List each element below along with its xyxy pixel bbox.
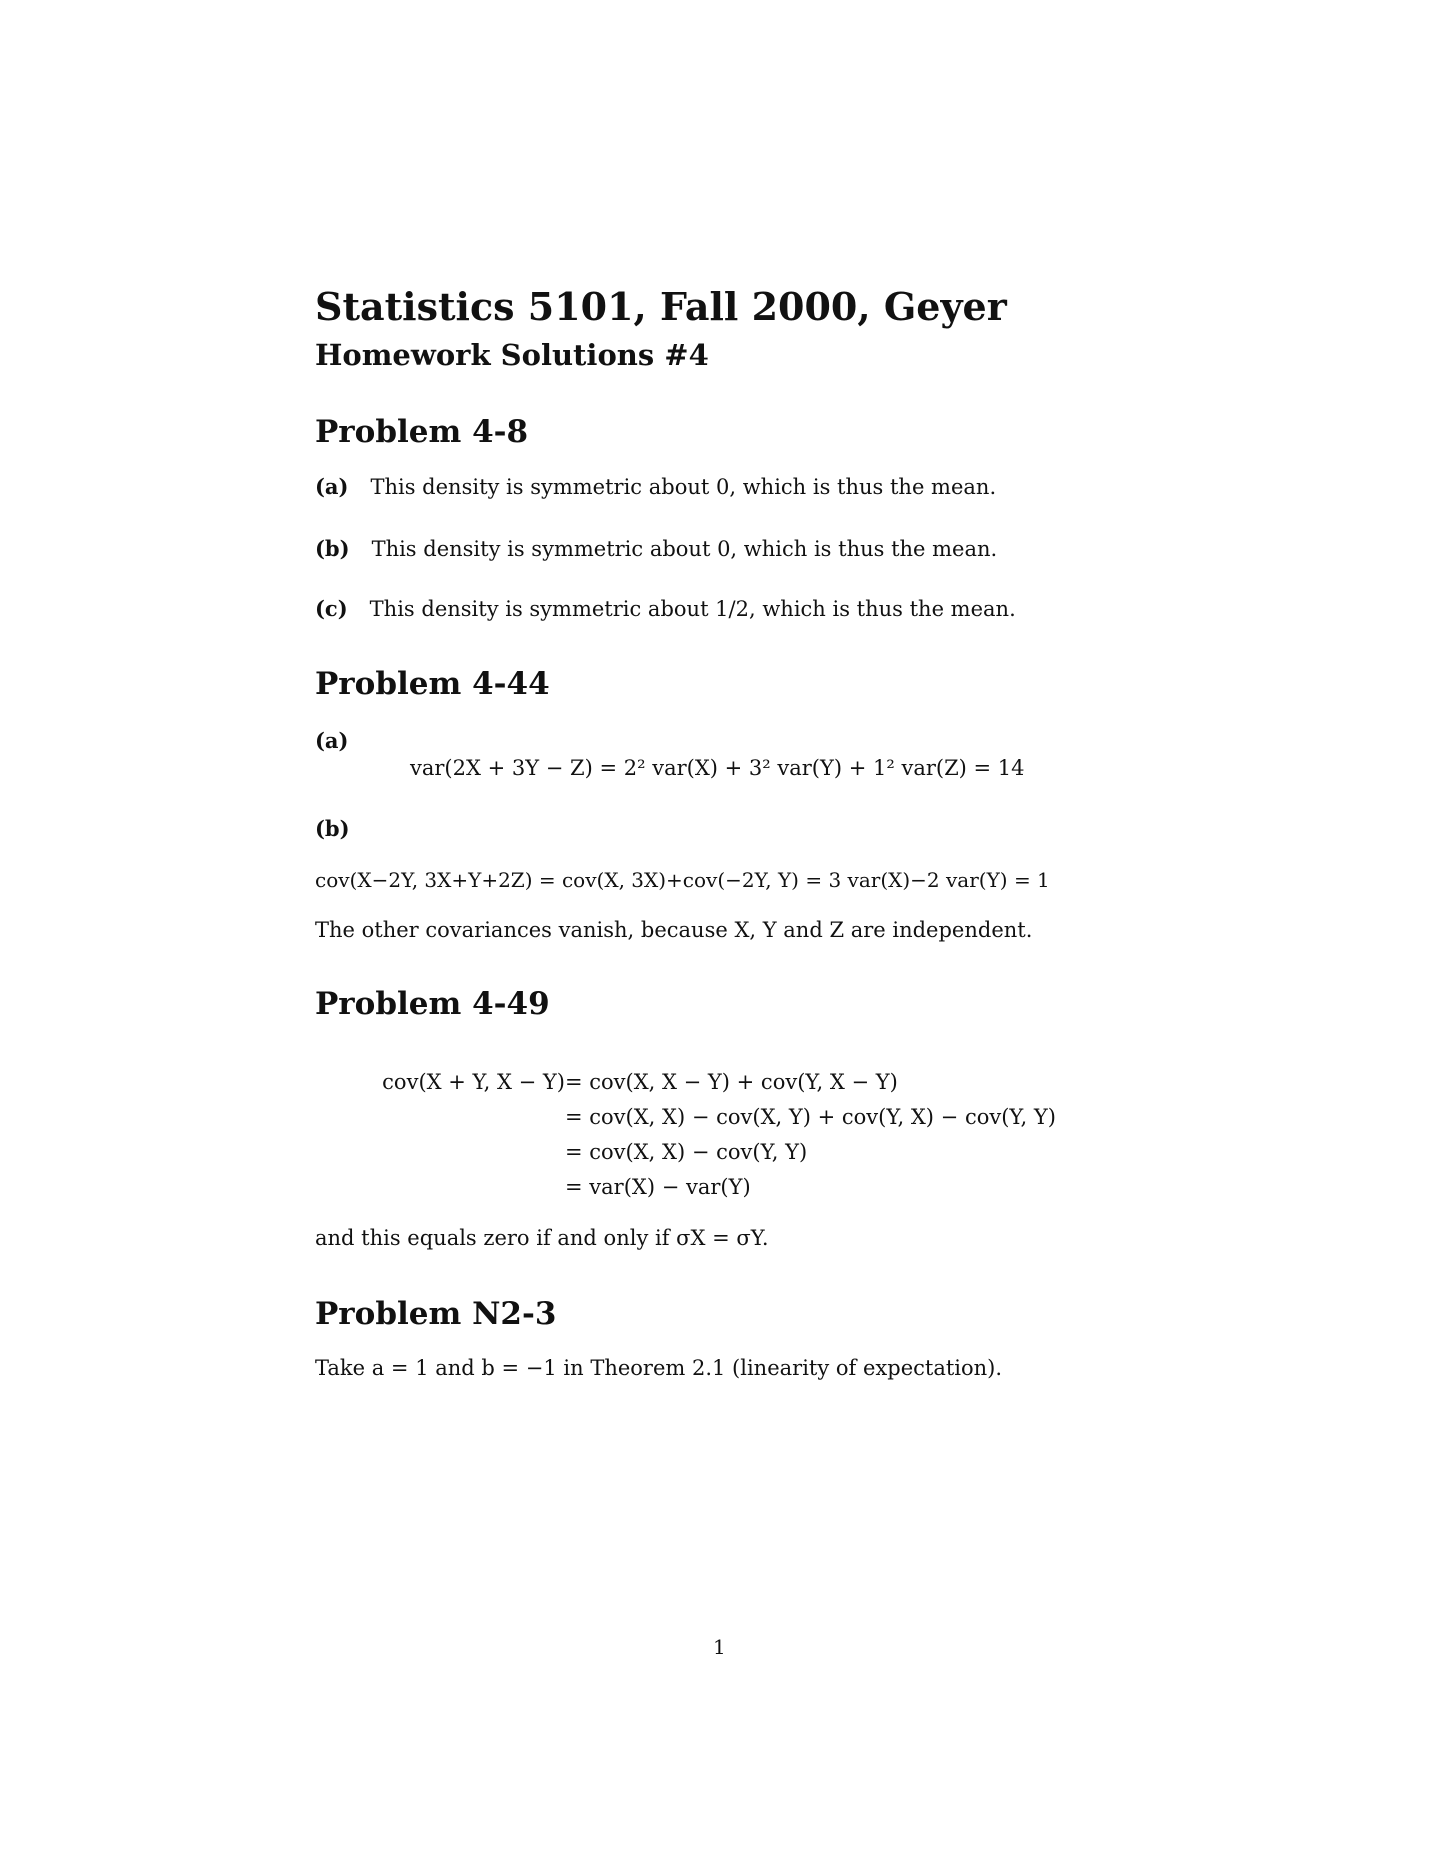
problem-4-44-part-b-label: (b) [315, 816, 350, 841]
problem-4-8-part-c [315, 596, 1016, 621]
problem-4-44-part-b-note: The other covariances vanish, because X, Y and Z are independent. [315, 918, 1033, 942]
problem-4-44-heading: Problem 4-44 [315, 666, 550, 702]
page-number: 1 [713, 1635, 726, 1659]
problem-4-49-heading: Problem 4-49 [315, 986, 550, 1022]
document-subtitle: Homework Solutions #4 [315, 338, 709, 372]
problem-n2-3-text: Take a = 1 and b = −1 in Theorem 2.1 (linearity of expectation). [315, 1356, 1003, 1380]
equation-rhs: = cov(X, X) − cov(X, Y) + cov(Y, X) − cov(Y, Y) [565, 1105, 1056, 1129]
part-label: (c) [315, 596, 348, 621]
problem-4-49-conclusion: and this equals zero if and only if σX = σY. [315, 1226, 769, 1250]
problem-4-44-part-a-label: (a) [315, 728, 349, 753]
equation-rhs: = cov(X, X) − cov(Y, Y) [565, 1140, 808, 1164]
equation-rhs: = var(X) − var(Y) [565, 1175, 751, 1199]
part-text: This density is symmetric about 0, which is thus the mean. [370, 475, 997, 499]
problem-4-44-part-b-equation: cov(X−2Y, 3X+Y+2Z) = cov(X, 3X)+cov(−2Y, Y) = 3 var(X)−2 var(Y) = 1 [315, 868, 1050, 892]
part-label: (a) [315, 474, 349, 499]
part-text: This density is symmetric about 0, which is thus the mean. [371, 537, 998, 561]
problem-4-8-part-b [315, 536, 997, 561]
equation-lhs: cov(X + Y, X − Y) [382, 1070, 565, 1094]
equation-rhs: = cov(X, X − Y) + cov(Y, X − Y) [565, 1070, 898, 1094]
document-title: Statistics 5101, Fall 2000, Geyer [315, 284, 1007, 329]
problem-n2-3-heading: Problem N2-3 [315, 1296, 557, 1332]
problem-4-8-heading: Problem 4-8 [315, 414, 529, 450]
problem-4-44-part-a-equation: var(2X + 3Y − Z) = 2² var(X) + 3² var(Y) + 1² var(Z) = 14 [410, 756, 1025, 780]
part-label: (b) [315, 536, 350, 561]
part-text: This density is symmetric about 1/2, which is thus the mean. [369, 597, 1016, 621]
problem-4-8-part-a [315, 474, 996, 499]
